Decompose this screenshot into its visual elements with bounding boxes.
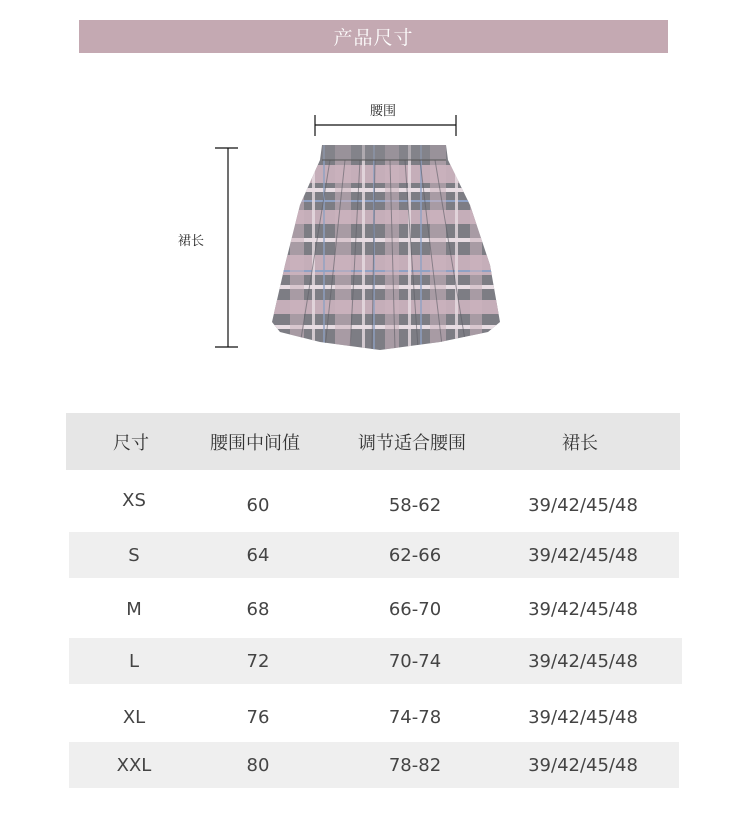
waist-cell: 80 bbox=[246, 754, 270, 776]
table-row bbox=[69, 742, 679, 788]
range-cell: 58-62 bbox=[388, 494, 442, 516]
waist-label: 腰围 bbox=[370, 104, 397, 119]
page-title: 产品尺寸 bbox=[333, 27, 414, 49]
range-cell: 66-70 bbox=[388, 598, 442, 620]
range-cell: 70-74 bbox=[388, 650, 442, 672]
length-label: 裙长 bbox=[178, 234, 205, 249]
header-size: 尺寸 bbox=[113, 432, 149, 454]
waist-cell: 76 bbox=[246, 706, 270, 728]
waistband bbox=[322, 145, 446, 160]
size-table bbox=[66, 413, 680, 788]
waist-cell: 60 bbox=[246, 494, 270, 516]
length-cell: 39/42/45/48 bbox=[528, 494, 638, 516]
range-cell: 78-82 bbox=[388, 754, 442, 776]
header-waist-range: 调节适合腰围 bbox=[358, 432, 466, 454]
table-header bbox=[66, 413, 680, 470]
size-cell: XS bbox=[122, 489, 146, 511]
size-cell: S bbox=[128, 544, 140, 566]
length-cell: 39/42/45/48 bbox=[528, 544, 638, 566]
size-cell: M bbox=[126, 598, 142, 620]
skirt-diagram bbox=[0, 60, 750, 380]
waist-cell: 64 bbox=[246, 544, 270, 566]
range-cell: 74-78 bbox=[388, 706, 442, 728]
header-length: 裙长 bbox=[562, 432, 598, 454]
length-cell: 39/42/45/48 bbox=[528, 598, 638, 620]
table-row bbox=[69, 586, 679, 632]
table-row bbox=[69, 638, 682, 684]
length-dimension-line bbox=[215, 148, 238, 347]
waist-cell: 72 bbox=[246, 650, 270, 672]
waist-cell: 68 bbox=[246, 598, 270, 620]
length-cell: 39/42/45/48 bbox=[528, 650, 638, 672]
skirt-plaid bbox=[260, 140, 510, 355]
range-cell: 62-66 bbox=[388, 544, 442, 566]
table-row bbox=[69, 478, 679, 532]
size-cell: XXL bbox=[116, 754, 152, 776]
table-row bbox=[69, 692, 679, 742]
length-cell: 39/42/45/48 bbox=[528, 754, 638, 776]
table-row bbox=[69, 532, 679, 578]
length-cell: 39/42/45/48 bbox=[528, 706, 638, 728]
header-waist-mid: 腰围中间值 bbox=[210, 432, 300, 454]
size-cell: XL bbox=[122, 706, 146, 728]
title-banner bbox=[79, 20, 668, 53]
size-cell: L bbox=[128, 650, 140, 672]
